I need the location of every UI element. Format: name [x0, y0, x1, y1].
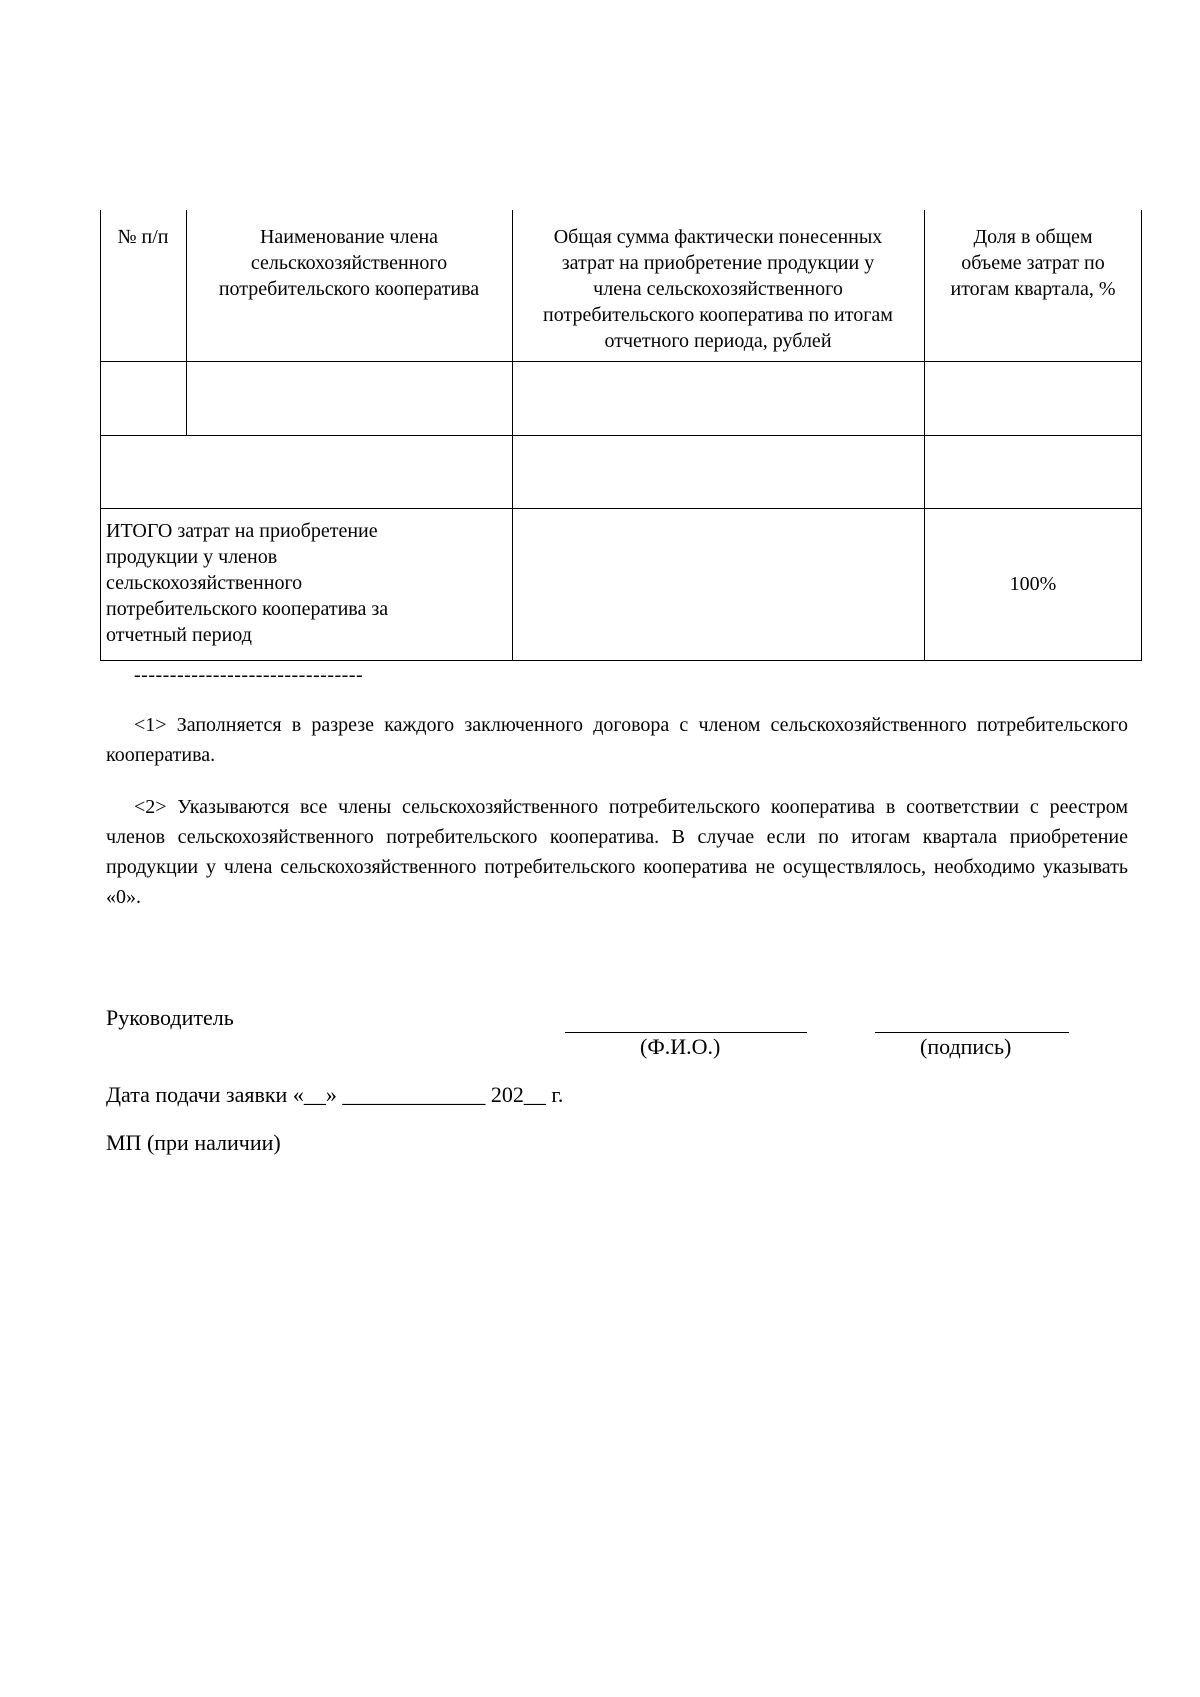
total-label: ИТОГО затрат на приобретение продукции у членов сельскохозяйственного потребительского кооператива за отчетный период: [106, 520, 389, 646]
table-row-divider-2: [100, 435, 1142, 436]
header-member-name: Наименование члена сельскохозяйственного потребительского кооператива: [218, 226, 480, 300]
footnote-separator: --------------------------------: [134, 664, 364, 686]
table-border-bottom: [100, 660, 1142, 661]
header-num: № п/п: [117, 226, 169, 248]
footnote-2: <2> Указываются все члены сельскохозяйственного потребительского кооператива в соответствии с реестром членов сельскохозяйственного потребительского кооператива. В случае если по итогам квартала приобретение продукции у члена сельскохозяйственного потребительского кооператива не осуществлялось, необходимо указывать «0».: [106, 796, 1128, 908]
table-row-divider-1: [100, 361, 1142, 362]
head-label: Руководитель: [106, 1005, 234, 1030]
table-col-divider-1: [186, 210, 187, 435]
fio-line: [565, 1032, 807, 1033]
signature-line: [875, 1032, 1069, 1033]
signature-caption: (подпись): [920, 1034, 1012, 1059]
fio-caption: (Ф.И.О.): [640, 1034, 721, 1059]
table-row-divider-3: [100, 508, 1142, 509]
footnote-1: <1> Заполняется в разрезе каждого заключенного договора с членом сельскохозяйственного потребительского кооператива.: [106, 714, 1128, 766]
total-share-value: 100%: [1009, 573, 1057, 595]
stamp-note: МП (при наличии): [106, 1130, 281, 1155]
header-share: Доля в общем объеме затрат по итогам квартала, %: [950, 226, 1116, 300]
submission-date: Дата подачи заявки «__» _____________ 202__ г.: [106, 1082, 564, 1107]
header-total-sum: Общая сумма фактически понесенных затрат на приобретение продукции у члена сельскохозяйственного потребительского кооператива по итогам отчетного периода, рублей: [543, 226, 893, 352]
